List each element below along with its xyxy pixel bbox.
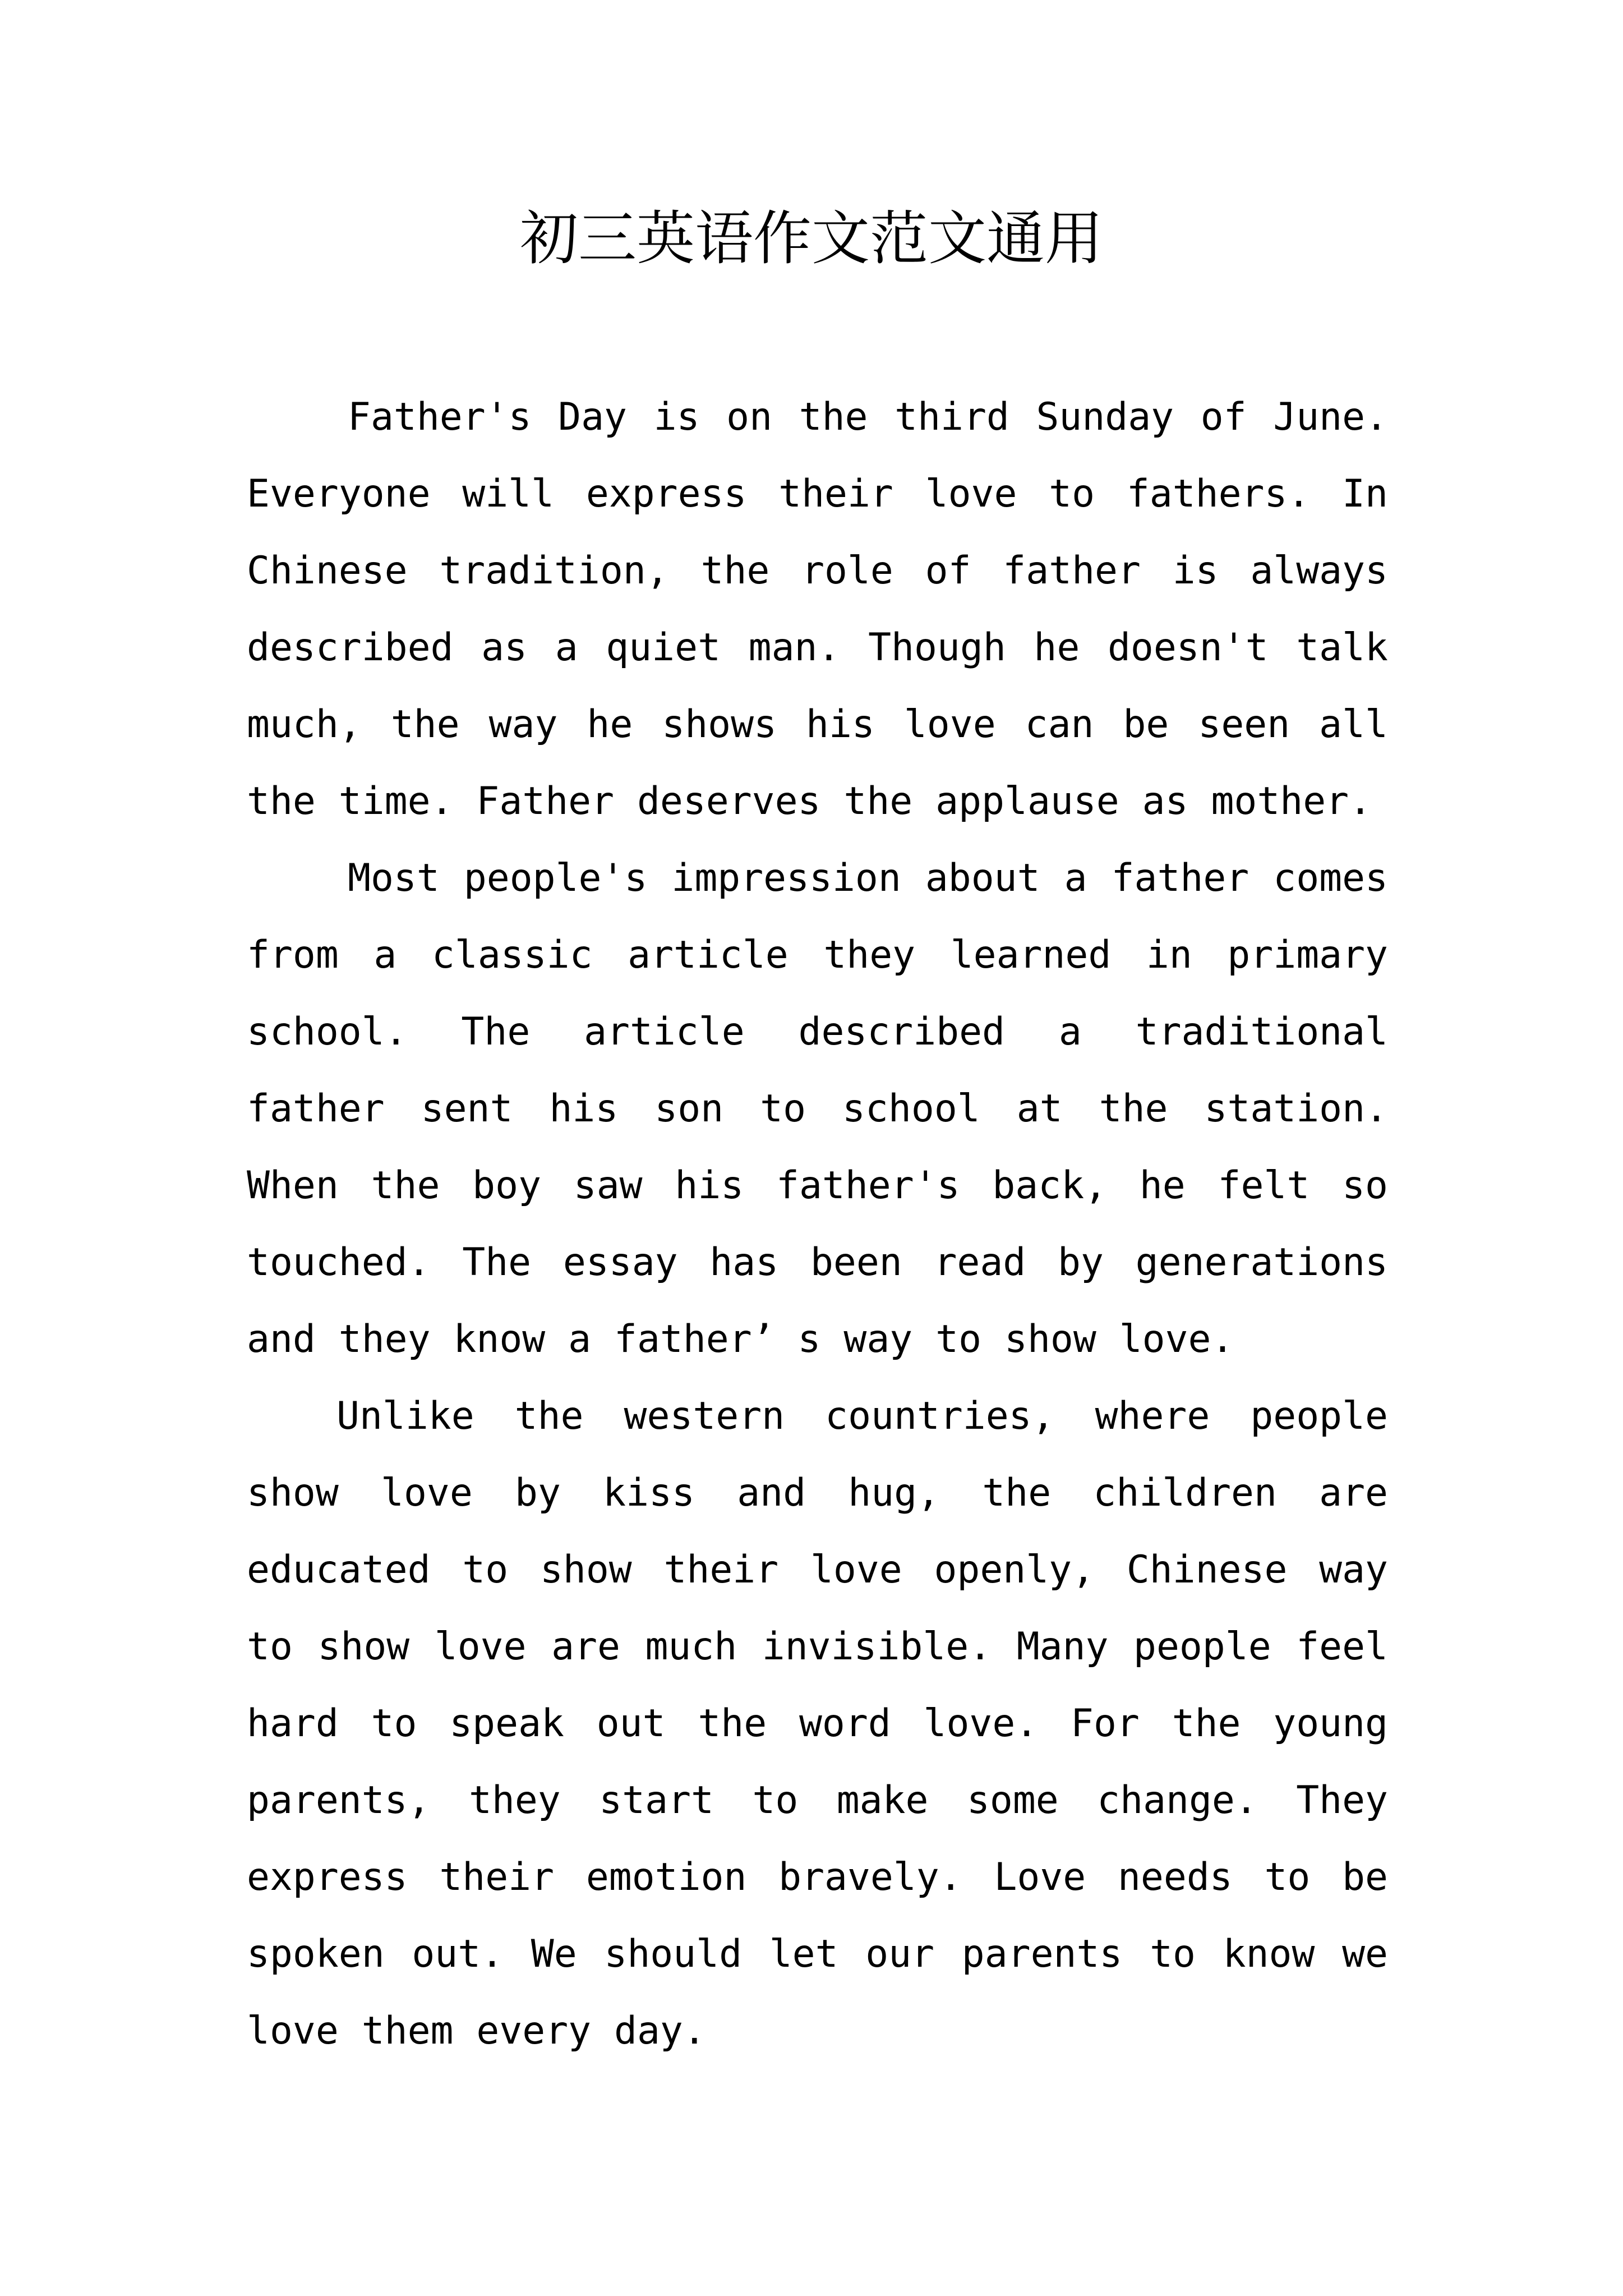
paragraph-3: Unlike the western countries, where people show love by kiss and hug, the children are educated to show their love openly, Chinese way to show love are much invisible. Many people feel hard to speak out the word love. For the young parents, they start to make some change. They express their emotion bravely. Love needs to be spoken out. We should let our parents to know we love them every day. xyxy=(247,1394,1388,2053)
paragraph-1: Father's Day is on the third Sunday of June. Everyone will express their love to fathers. In Chinese tradition, the role of father is always described as a quiet man. Though he doesn't talk much, the way he shows his love can be seen all the time. Father deserves the applause as mother. xyxy=(247,395,1388,823)
document-title: 初三英语作文范文通用 xyxy=(519,204,1103,273)
paragraph-2: Most people's impression about a father comes from a classic article they learned in primary school. The article described a traditional father sent his son to school at the station. When the boy saw his father's back, he felt so touched. The essay has been read by generations and they know a father’ s way to show love. xyxy=(247,856,1388,1361)
document-body xyxy=(247,379,1388,2069)
